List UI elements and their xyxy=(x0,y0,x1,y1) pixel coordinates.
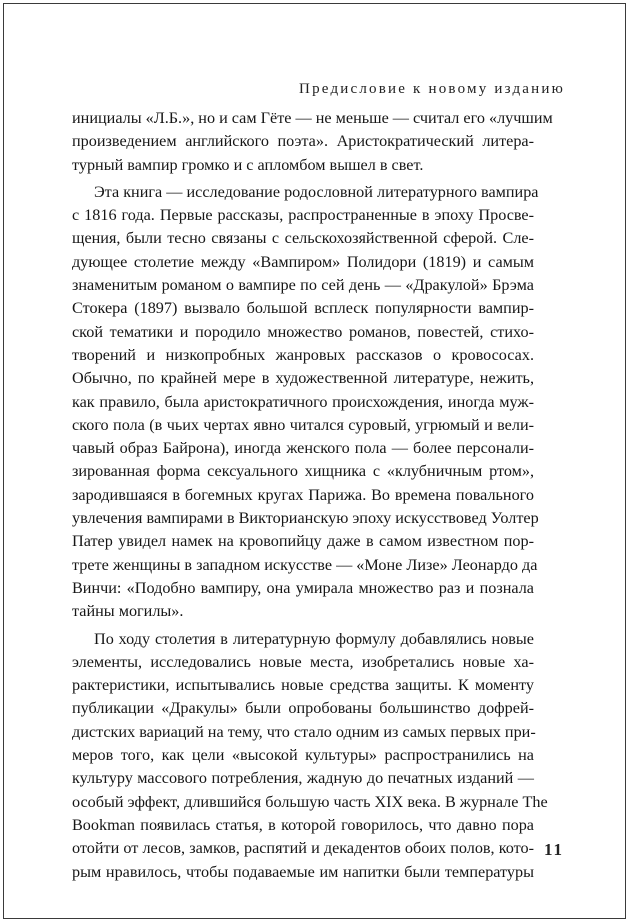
text-line: чавый образ Байрона), иногда женского пола — более персонали- xyxy=(72,439,534,458)
text-line: меров того, как цели «высокой культуры» распространились на xyxy=(72,746,534,765)
text-line: тайны могилы». xyxy=(72,602,184,621)
body-text xyxy=(72,107,553,884)
text-line: зародившаяся в богемных кругах Парижа. Во времена повального xyxy=(72,485,534,504)
text-line: По ходу столетия в литературную формулу добавлялись новые xyxy=(94,629,534,648)
text-line: Винчи: «Подобно вампиру, она умирала множество раз и познала xyxy=(72,578,534,597)
text-line: творений и низкопробных жанровых рассказов о кровососах. xyxy=(72,345,534,364)
text-line: с 1816 года. Первые рассказы, распространенные в эпоху Просве- xyxy=(72,206,534,225)
text-line: дующее столетие между «Вампиром» Полидори (1819) и самым xyxy=(72,252,534,271)
paragraph xyxy=(72,628,548,884)
text-line: ской тематики и породило множество романов, повестей, стихо- xyxy=(72,322,534,341)
text-line: Патер увидел намек на кровопийцу даже в самом известном пор- xyxy=(72,532,534,551)
text-line: как правило, была аристократичного происхождения, иногда муж- xyxy=(72,392,534,411)
text-line: турный вампир громко и с апломбом вышел в свет. xyxy=(72,155,424,174)
text-line: щения, были тесно связаны с сельскохозяйственной сферой. Сле- xyxy=(72,229,534,248)
text-line: трете женщины в западном искусстве — «Моне Лизе» Леонардо да xyxy=(72,555,538,574)
text-line: рым нравилось, чтобы подаваемые им напитки были температуры xyxy=(72,862,534,881)
paragraph xyxy=(72,181,539,624)
text-line: особый эффект, длившийся большую часть XIX века. В журнале The xyxy=(72,792,548,811)
text-line: произведением английского поэта». Аристократический литера- xyxy=(72,132,534,151)
text-line: элементы, исследовались новые места, изобретались новые ха- xyxy=(72,652,534,671)
text-line: ского пола (в чьих чертах явно читался суровый, угрюмый и вели- xyxy=(72,415,534,434)
text-line: культуру массового потребления, жадную до печатных изданий — xyxy=(72,769,534,788)
page-number: 11 xyxy=(543,840,564,859)
text-line: Стокера (1897) вызвало большой всплеск популярности вампир- xyxy=(72,299,534,318)
text-line: инициалы «Л.Б.», но и сам Гёте — не меньше — считал его «лучшим xyxy=(72,109,553,127)
text-line: отойти от лесов, замков, распятий и декадентов обоих полов, кото- xyxy=(72,839,534,858)
text-line: знаменитым романом о вампире по сей день — «Дракулой» Брэма xyxy=(72,276,534,295)
text-line: увлечения вампирами в Викторианскую эпоху искусствовед Уолтер xyxy=(72,509,539,528)
text-line: дистских вариаций на тему, что стало одним из самых первых при- xyxy=(72,722,536,741)
text-line: Bookman появилась статья, в которой говорилось, что давно пора xyxy=(72,815,534,834)
text-line: рактеристики, испытывались новые средства защиты. К моменту xyxy=(72,676,534,695)
text-line: Эта книга — исследование родословной литературного вампира xyxy=(94,182,539,201)
text-line: зированная форма сексуального хищника с «клубничным ртом», xyxy=(72,462,534,481)
text-line: Обычно, по крайней мере в художественной литературе, нежить, xyxy=(72,369,534,388)
page-frame xyxy=(3,3,626,919)
text-line: публикации «Дракулы» были опробованы большинство дофрей- xyxy=(72,699,534,718)
paragraph xyxy=(72,107,553,177)
running-header: Предисловие к новому изданию xyxy=(299,81,565,97)
